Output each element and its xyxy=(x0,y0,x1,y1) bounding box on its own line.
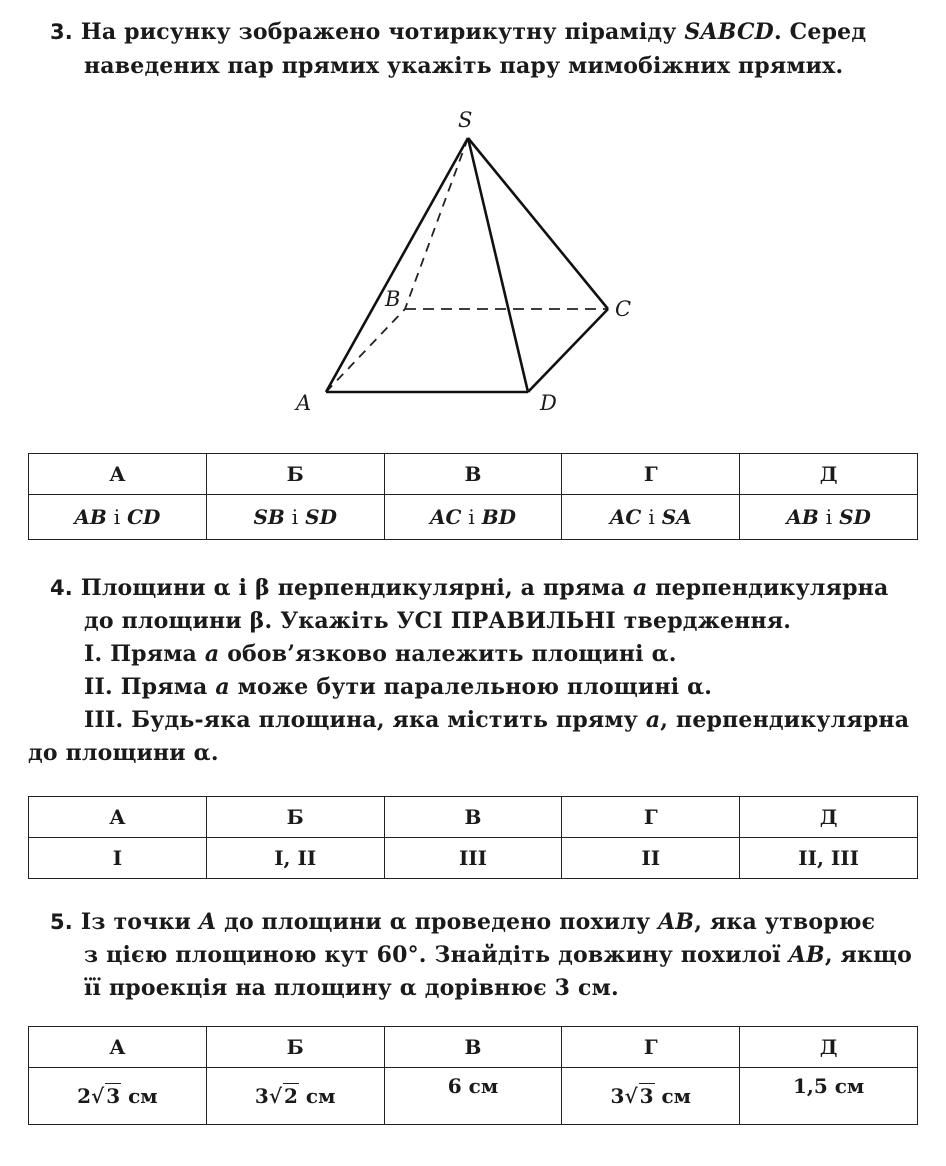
problem-5-number: 5. xyxy=(50,910,73,934)
problem-5-answer-table xyxy=(28,1026,918,1125)
option-letter: А xyxy=(29,454,207,495)
option-v-value[interactable]: 6 см xyxy=(384,1068,562,1125)
problem-4-statement-3-cont: до площини α. xyxy=(28,740,219,766)
problem-3-line-2: наведених пар прямих укажіть пару мимобіжних прямих. xyxy=(84,53,844,79)
label-d: D xyxy=(540,391,557,415)
label-b: B xyxy=(385,287,401,311)
option-letter: А xyxy=(29,797,207,838)
option-b-value[interactable]: SB і SD xyxy=(206,495,384,540)
option-letter: В xyxy=(384,1027,562,1068)
pyramid-figure xyxy=(0,0,946,440)
problem-3-line-1: 3. На рисунку зображено чотирикутну піраміду SABCD. Серед xyxy=(50,19,867,45)
edge-sa xyxy=(326,138,468,392)
option-g-value[interactable]: ІІ xyxy=(562,838,740,879)
sqrt-sign: √ 3 xyxy=(624,1084,654,1108)
problem-4-number: 4. xyxy=(50,576,73,600)
problem-3-number: 3. xyxy=(50,20,73,44)
answer-letters-row xyxy=(29,797,918,838)
option-letter: Г xyxy=(562,797,740,838)
problem-4-statement-2: ІІ. Пряма a може бути паралельною площині α. xyxy=(84,674,713,700)
edge-sb xyxy=(405,138,468,309)
option-a-value[interactable]: AB і CD xyxy=(29,495,207,540)
label-c: C xyxy=(615,297,632,321)
problem-5-line-1: 5. Із точки A до площини α проведено похилу AB, яка утворює xyxy=(50,909,876,935)
problem-4-statement-1: І. Пряма a обов’язково належить площині α. xyxy=(84,641,677,667)
problem-5-line-2: з цією площиною кут 60°. Знайдіть довжину похилої AB, якщо xyxy=(84,942,912,968)
sqrt-sign: √ 3 xyxy=(91,1084,121,1108)
problem-5-line-3: її проекція на площину α дорівнює 3 см. xyxy=(84,975,619,1001)
option-letter: Г xyxy=(562,454,740,495)
option-letter: Д xyxy=(740,797,918,838)
answer-values-row xyxy=(29,838,918,879)
option-letter: А xyxy=(29,1027,207,1068)
option-b-value[interactable]: 3√ 2 см xyxy=(206,1068,384,1125)
edge-dc xyxy=(528,309,608,392)
answer-letters-row xyxy=(29,454,918,495)
option-d-value[interactable]: 1,5 см xyxy=(740,1068,918,1125)
option-letter: Б xyxy=(206,454,384,495)
option-a-value[interactable]: 2√ 3 см xyxy=(29,1068,207,1125)
label-s: S xyxy=(458,108,473,132)
problem-3-answer-table xyxy=(28,453,918,540)
answer-values-row xyxy=(29,1068,918,1125)
problem-4-line-2: до площини β. Укажіть УСІ ПРАВИЛЬНІ твердження. xyxy=(84,608,792,634)
option-g-value[interactable]: 3√ 3 см xyxy=(562,1068,740,1125)
problem-4-answer-table xyxy=(28,796,918,879)
option-v-value[interactable]: ІІІ xyxy=(384,838,562,879)
option-letter: Г xyxy=(562,1027,740,1068)
option-letter: Б xyxy=(206,797,384,838)
option-d-value[interactable]: ІІ, ІІІ xyxy=(740,838,918,879)
option-v-value[interactable]: AC і BD xyxy=(384,495,562,540)
option-letter: В xyxy=(384,797,562,838)
problem-4-statement-3: ІІІ. Будь-яка площина, яка містить пряму a, перпендикулярна xyxy=(84,707,910,733)
answer-values-row xyxy=(29,495,918,540)
option-g-value[interactable]: AC і SA xyxy=(562,495,740,540)
option-letter: В xyxy=(384,454,562,495)
option-a-value[interactable]: І xyxy=(29,838,207,879)
answer-letters-row xyxy=(29,1027,918,1068)
sqrt-sign: √ 2 xyxy=(268,1084,298,1108)
option-letter: Б xyxy=(206,1027,384,1068)
option-letter: Д xyxy=(740,1027,918,1068)
option-b-value[interactable]: І, ІІ xyxy=(206,838,384,879)
problem-4-line-1: 4. Площини α і β перпендикулярні, а пряма a перпендикулярна xyxy=(50,575,889,601)
option-letter: Д xyxy=(740,454,918,495)
option-d-value[interactable]: AB і SD xyxy=(740,495,918,540)
label-a: A xyxy=(296,391,312,415)
